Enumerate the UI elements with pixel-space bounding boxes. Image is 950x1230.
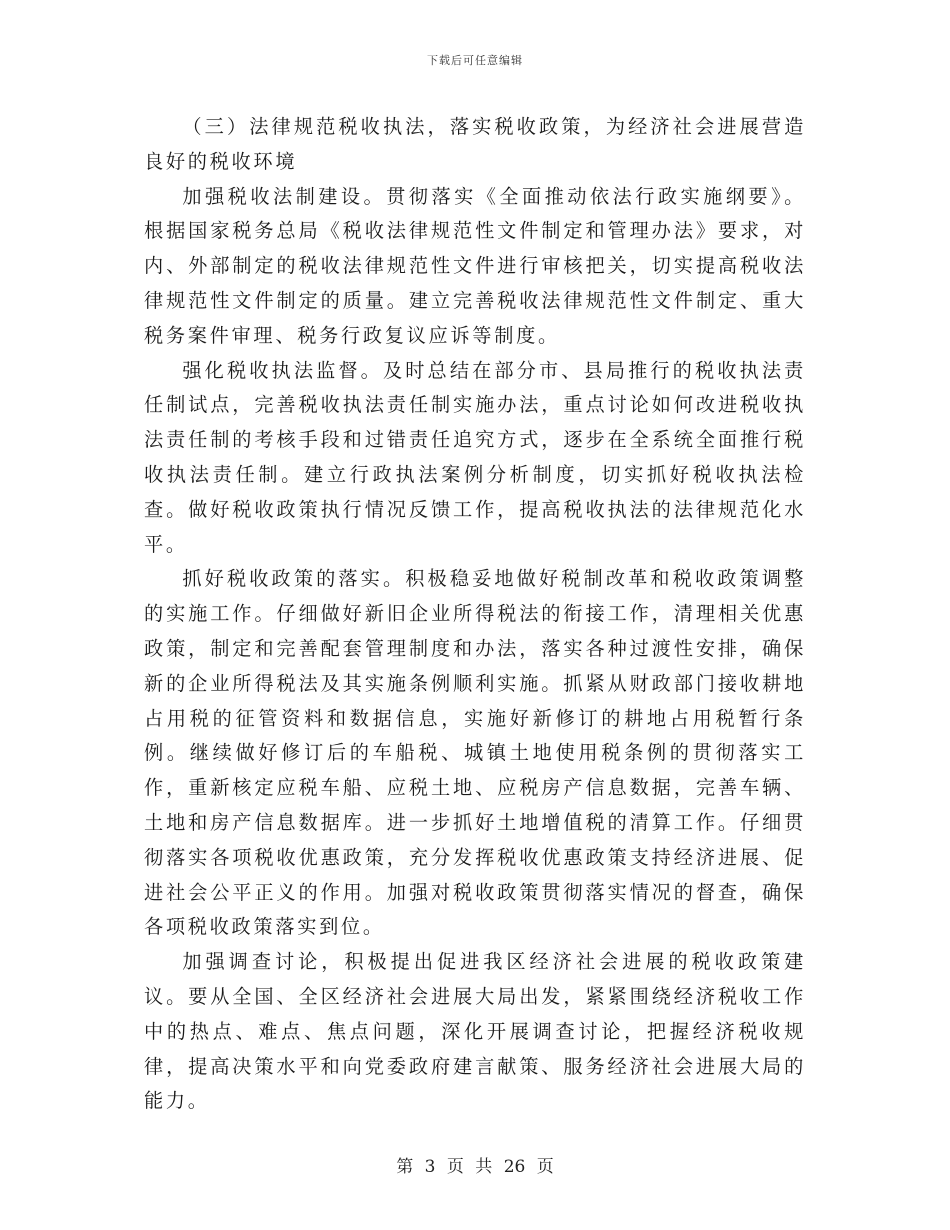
body-text [144,110,806,1119]
paragraph-policy-implementation: 抓好税收政策的落实。积极稳妥地做好税制改革和税收政策调整的实施工作。仔细做好新旧企业所得税法的衔接工作，清理相关优惠政策，制定和完善配套管理制度和办法，落实各种过渡性安排，确保新的企业所得税法及其实施条例顺利实施。抓紧从财政部门接收耕地占用税的征管资料和数据信息，实施好新修订的耕地占用税暂行条例。继续做好修订后的车船税、城镇土地使用税条例的贯彻落实工作，重新核定应税车船、应税土地、应税房产信息数据，完善车辆、土地和房产信息数据库。进一步抓好土地增值税的清算工作。仔细贯彻落实各项税收优惠政策，充分发挥税收优惠政策支持经济进展、促进社会公平正义的作用。加强对税收政策贯彻落实情况的督查，确保各项税收政策落实到位。 [144,567,806,939]
paragraph-tax-legislation: 加强税收法制建设。贯彻落实《全面推动依法行政实施纲要》。根据国家税务总局《税收法律规范性文件制定和管理办法》要求，对内、外部制定的税收法律规范性文件进行审核把关，切实提高税收法律规范性文件制定的质量。建立完善税收法律规范性文件制定、重大税务案件审理、税务行政复议应诉等制度。 [144,184,806,347]
paragraph-enforcement-supervision: 强化税收执法监督。及时总结在部分市、县局推行的税收执法责任制试点，完善税收执法责任制实施办法，重点讨论如何改进税收执法责任制的考核手段和过错责任追究方式，逐步在全系统全面推行税收执法责任制。建立行政执法案例分析制度，切实抓好税收执法检查。做好税收政策执行情况反馈工作，提高税收执法的法律规范化水平。 [144,358,806,556]
section-heading: （三）法律规范税收执法，落实税收政策，为经济社会进展营造良好的税收环境 [144,115,806,173]
header-note: 下载后可任意编辑 [427,54,523,67]
page-number: 第 3 页 共 26 页 [396,1157,554,1177]
paragraph-research: 加强调查讨论，积极提出促进我区经济社会进展的税收政策建议。要从全国、全区经济社会进展大局出发，紧紧围绕经济税收工作中的热点、难点、焦点问题，深化开展调查讨论，把握经济税收规律，提高决策水平和向党委政府建言献策、服务经济社会进展大局的能力。 [144,950,806,1113]
